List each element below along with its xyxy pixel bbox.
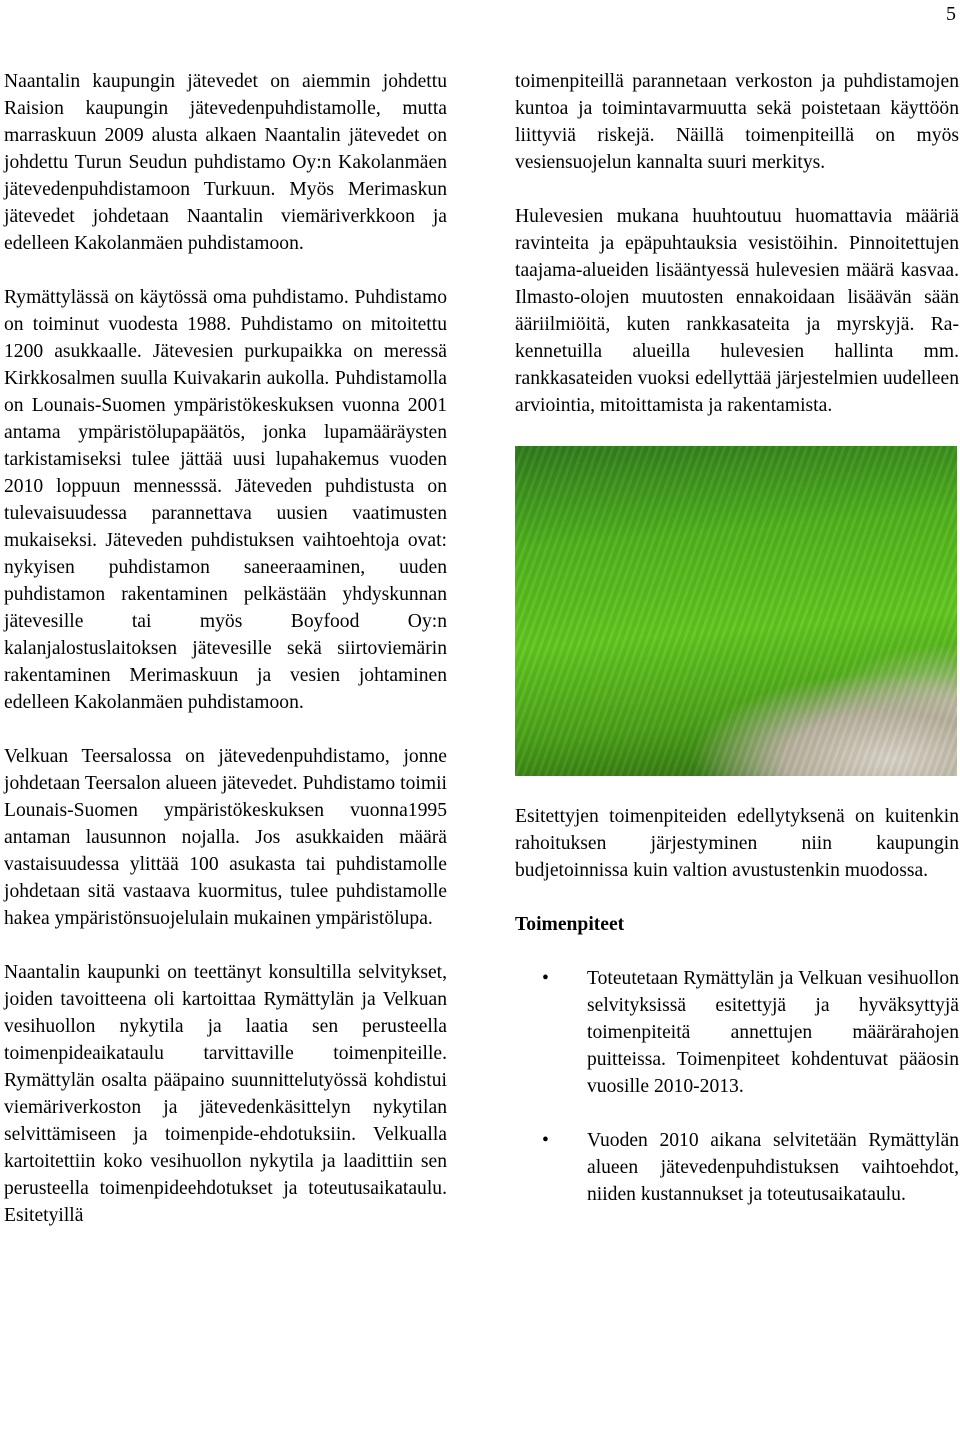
list-item [515, 1127, 959, 1208]
paragraph-naantalin-jatevedet: Naantalin kaupungin jätevedet on aiemmin johdettu Raision kaupungin jätevedenpuhdistamolle, mutta marraskuun 2009 alusta alkaen Naantalin jätevedet on johdettu Turun Seudun puhdistamo Oy:n Kakolanmäen jätevedenpuhdistamoon Turkuun. Myös Merimaskun jätevedet johdetaan Naantalin viemäriverkkoon ja edelleen Kakolanmäen puhdistamoon. [4, 71, 447, 254]
bullet-icon: • [542, 968, 549, 989]
list-item [515, 965, 959, 1100]
list-item-text: Vuoden 2010 aikana selvitetään Rymättylän alueen jätevedenpuhdistuksen vaihtoehdot, niiden kustannukset ja toteutusaikataulu. [587, 1130, 959, 1205]
paragraph-konsultti-selvitykset: Naantalin kaupunki on teettänyt konsultilla selvitykset, joiden tavoitteena oli kartoittaa Rymättylän ja Velkuan vesihuollon nykytila ja laatia sen perusteella toimenpideaikataulu tarvittaville toimenpiteille. Rymättylän osalta pääpaino suunnittelutyössä kohdistui viemäriverkoston ja jätevedenkäsittelyn nykytilan selvittämiseen ja toimenpide-ehdotuksiin. Velkualla kartoitettiin koko vesihuollon nykytila ja laadittiin sen perusteella toimenpideehdotukset ja toteutusaikataulu. Esitetyillä [4, 962, 447, 1226]
paragraph-rahoitus: Esitettyjen toimenpiteiden edellytyksenä on kuitenkin rahoituksen järjestyminen niin kaupungin budjetoinnissa kuin valtion avustustenkin muodossa. [515, 806, 959, 881]
paragraph-velkua-teersalo: Velkuan Teersalossa on jätevedenpuhdistamo, jonne johdetaan Teersalon alueen jätevedet. Puhdistamo toimii Lounais-Suomen ympäristökeskuksen vuonna1995 antaman lausunnon nojalla. Jos asukkaiden määrä vastaisuudessa ylittää 100 asukasta tai puhdistamolle johdetaan sitä vastaava kuormitus, tulee puhdistamolle hakea ympäristönsuojelulain mukainen ympäristölupa. [4, 746, 447, 929]
paragraph-toimenpiteilla: toimenpiteillä parannetaan verkoston ja puhdistamojen kuntoa ja toimintavarmuutta sekä poistetaan käyttöön liittyviä riskejä. Näillä toimenpiteillä on myös vesiensuojelun kannalta suuri merkitys. [515, 71, 959, 173]
green-algae-photo [515, 446, 957, 776]
list-item-text: Toteutetaan Rymättylän ja Velkuan vesihuollon selvityksissä esitettyjä ja hyväksyttyjä toimenpiteitä annettujen määrärahojen puitteissa. Toimenpiteet kohdentuvat pääosin vuosille 2010-2013. [587, 968, 959, 1097]
section-heading-toimenpiteet: Toimenpiteet [515, 914, 625, 935]
paragraph-rymattyla-puhdistamo: Rymättylässä on käytössä oma puhdistamo. Puhdistamo on toiminut vuodesta 1988. Puhdistamo on mitoitettu 1200 asukkaalle. Jätevesien purkupaikka on meressä Kirkkosalmen suulla Kuivakarin aukolla. Puhdistamolla on Lounais-Suomen ympäristökeskuksen vuonna 2001 antama ympäristölupapäätös, jonka lupamääräysten tarkistamiseksi tulee jättää uusi lupahakemus vuoden 2010 loppuun mennesssä. Jäteveden puhdistusta on tulevaisuudessa parannettava uusien vaatimusten mukaiseksi. Jäteveden puhdistuksen vaihtoehtoja ovat: nykyisen puhdistamon saneeraaminen, uuden puhdistamon rakentaminen pelkästään yhdyskunnan jätevesille tai myös Boyfood Oy:n kalanjalostuslaitoksen jätevesille sekä siirtoviemärin rakentaminen Merimaskuun ja vesien johtaminen edelleen Kakolanmäen puhdistamoon. [4, 287, 447, 713]
paragraph-hulevesien: Hulevesien mukana huuhtoutuu huomattavia määriä ravinteita ja epäpuhtauksia vesistöihin. Pinnoitettujen taajama-alueiden lisääntyessä hulevesien määrä kasvaa. Ilmasto-olojen muutosten ennakoidaan lisäävän sään ääriilmiöitä, kuten rankkasateita ja myrskyjä. Rakennetuilla alueilla hulevesien hallinta mm. rankkasateiden vuoksi edellyttää järjestelmien uudelleen arviointia, mitoittamista ja rakentamista. [515, 206, 959, 416]
left-column [4, 68, 447, 1256]
right-column [515, 68, 959, 1235]
bullet-icon: • [542, 1130, 549, 1151]
toimenpiteet-list [515, 965, 959, 1208]
page-number: 5 [946, 3, 956, 25]
